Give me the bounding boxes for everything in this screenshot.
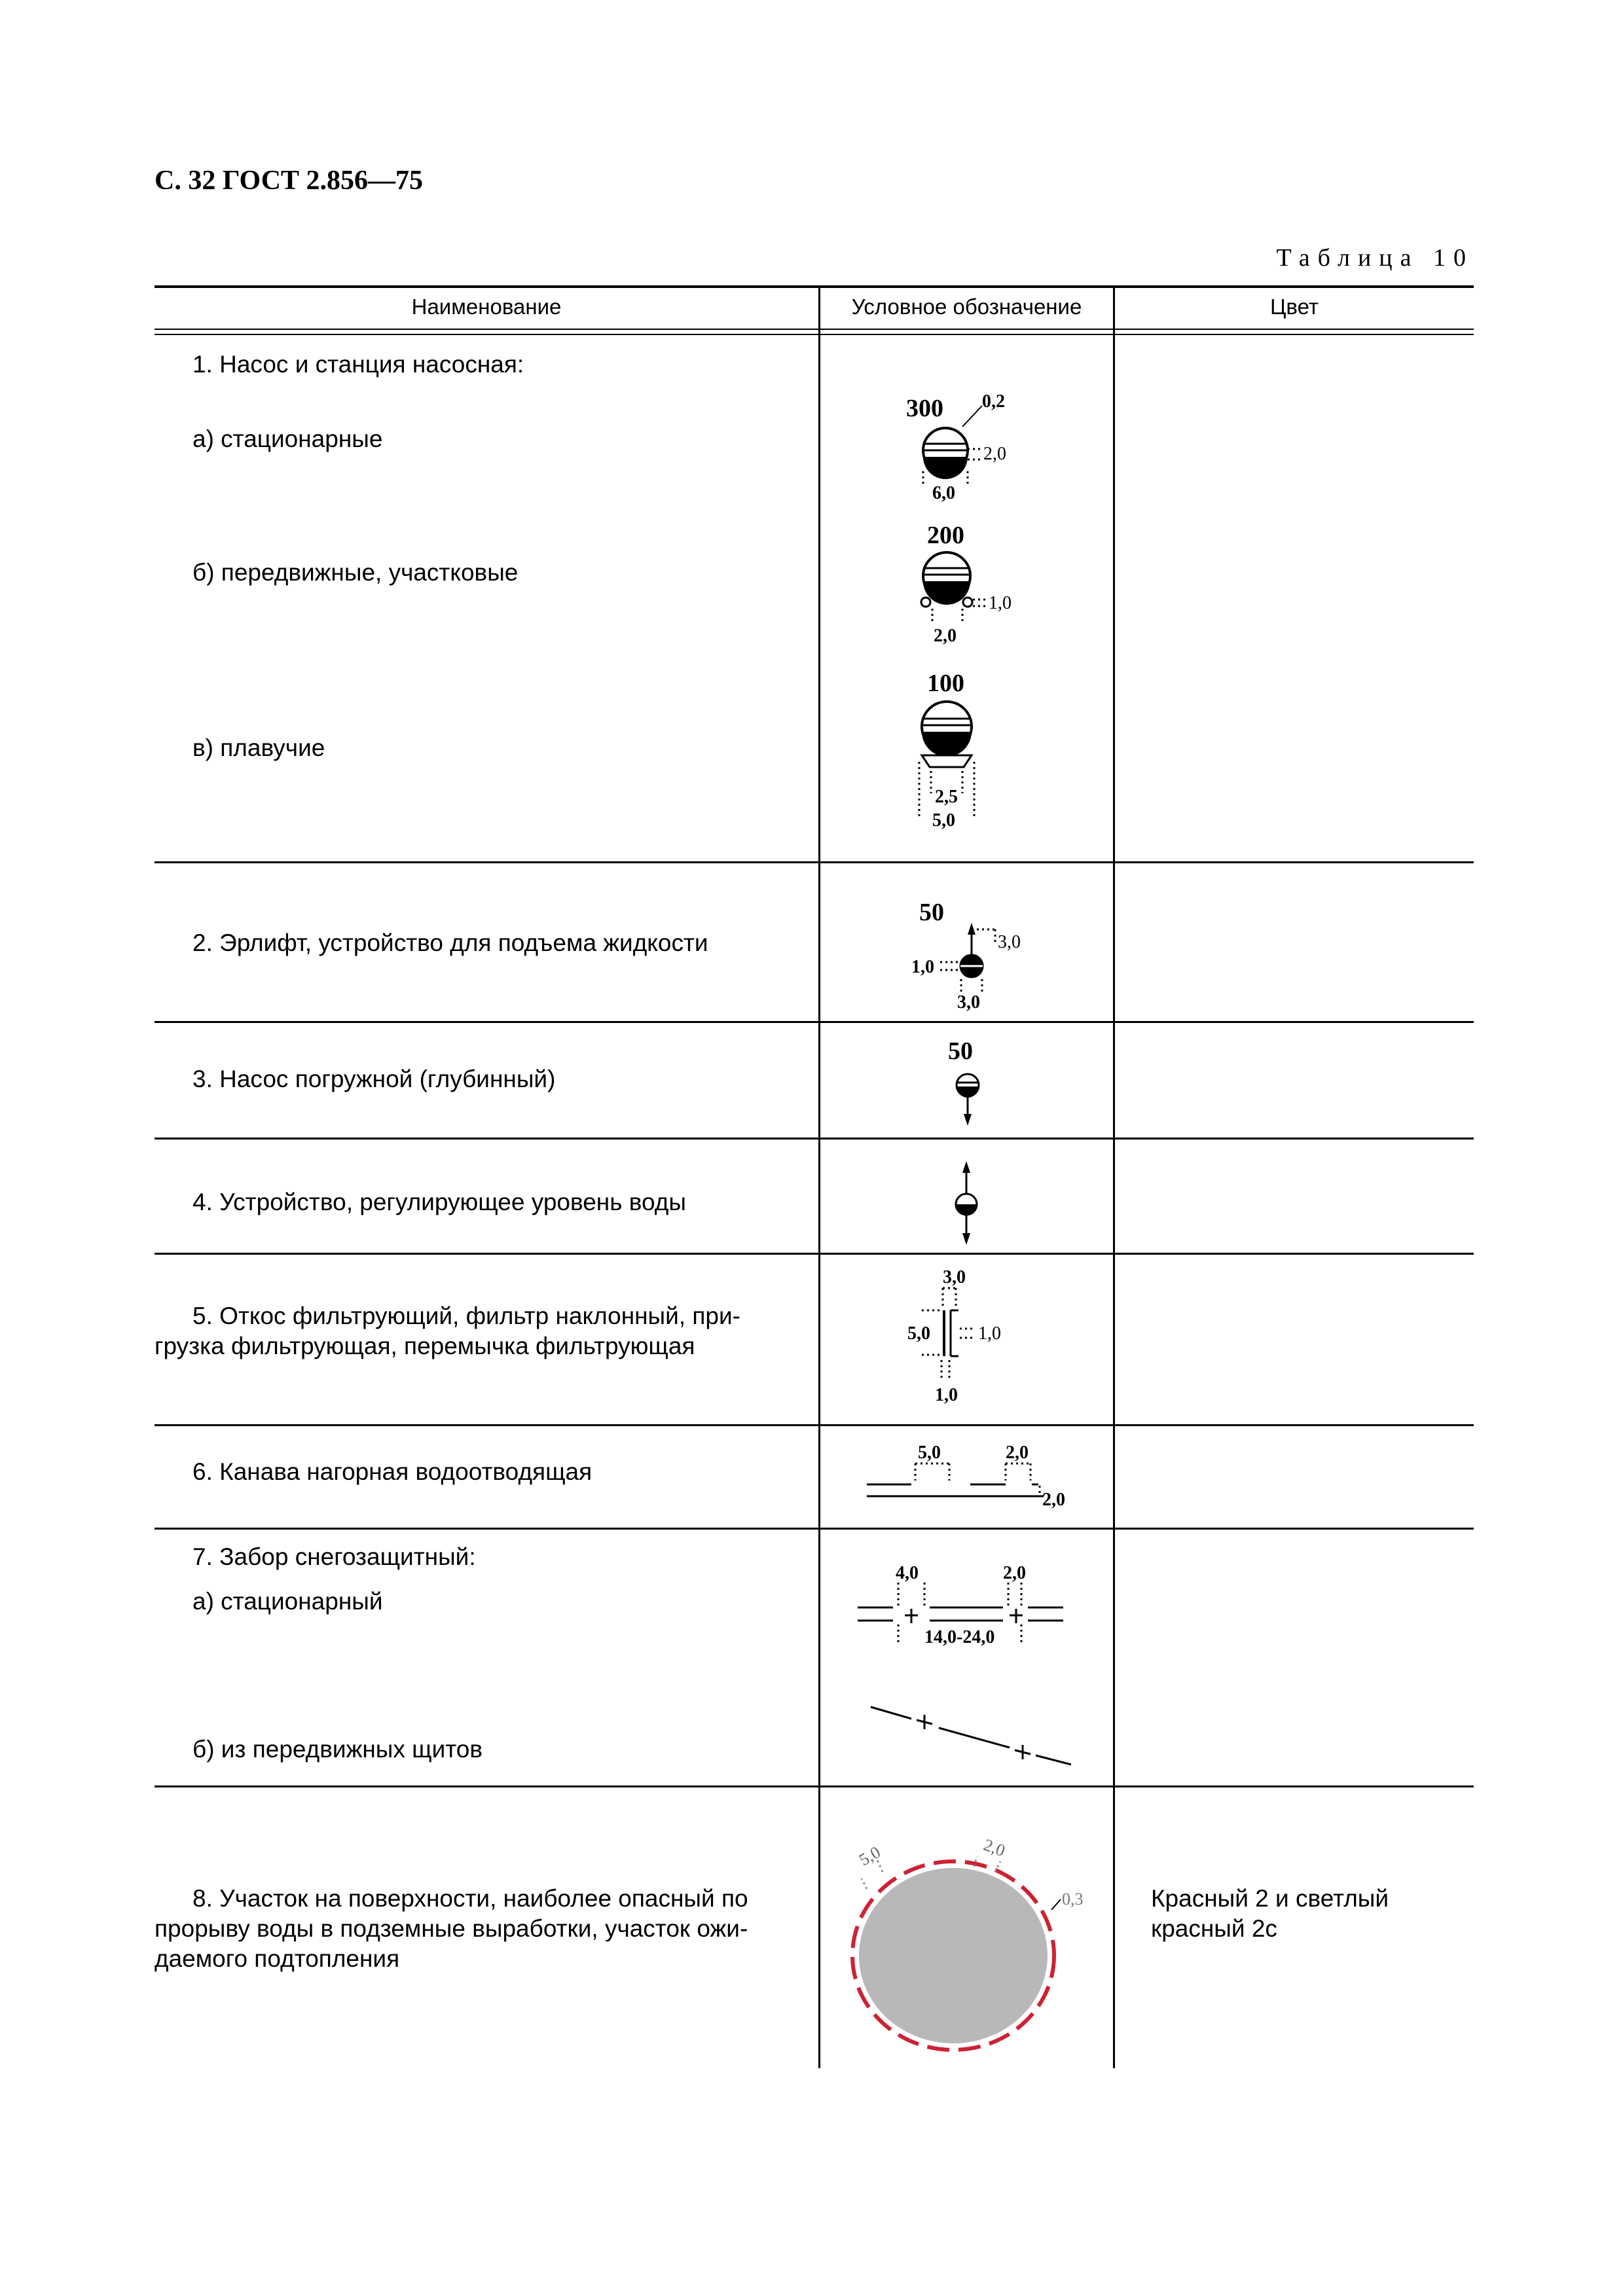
row-7b-label: б) из передвижных щитов <box>192 1736 483 1763</box>
pump-stationary-symbol <box>890 386 1048 511</box>
row-5-line-1: 5. Откос фильтрующий, фильтр наклонный, при- <box>192 1302 740 1329</box>
dim-label: 3,0 <box>943 1267 966 1287</box>
pump-mobile-symbol <box>910 517 1054 655</box>
dim-label: 5,0 <box>932 810 955 831</box>
filter-slope-symbol <box>903 1262 1034 1412</box>
dim-label: 1,0 <box>978 1323 1001 1344</box>
row-1b-label: б) передвижные, участковые <box>192 559 519 586</box>
row-6-name: 6. Канава нагорная водоотводящая <box>192 1458 593 1485</box>
column-header-symbol: Условное обозначение <box>851 295 1082 319</box>
airlift-symbol <box>906 897 1050 1014</box>
row-3-name: 3. Насос погружной (глубинный) <box>192 1066 556 1092</box>
dim-label: 2,0 <box>981 1835 1008 1861</box>
table-caption: Таблица 10 <box>1276 244 1474 272</box>
dim-label: 5,0 <box>907 1323 930 1344</box>
dim-label: 2,0 <box>1003 1563 1026 1583</box>
water-level-regulator-symbol <box>947 1158 986 1250</box>
column-header-name: Наименование <box>411 295 562 319</box>
page-header: С. 32 ГОСТ 2.856—75 <box>155 166 424 196</box>
dim-label: 0,3 <box>1062 1890 1084 1909</box>
row-8-line-1: 8. Участок на поверхности, наиболее опасный по <box>192 1885 748 1912</box>
row-8-line-2: прорыву воды в подземные выработки, участок ожи- <box>155 1915 748 1942</box>
color-line-2: красный 2с <box>1151 1915 1277 1942</box>
row-4-name: 4. Устройство, регулирующее уровень воды <box>192 1189 686 1215</box>
dim-label: 3,0 <box>998 932 1021 952</box>
dim-label: 1,0 <box>911 957 934 977</box>
dim-label: 1,0 <box>935 1385 958 1405</box>
row-8-line-3: даемого подтопления <box>155 1945 400 1972</box>
row-1c-label: в) плавучие <box>192 734 325 761</box>
row-8-color <box>1151 1884 1474 1944</box>
drainage-ditch-symbol <box>858 1440 1080 1512</box>
symbol-number: 50 <box>919 899 944 926</box>
row-1a-label: а) стационарные <box>192 425 383 452</box>
symbol-number: 300 <box>906 395 943 422</box>
dim-label: 14,0-24,0 <box>924 1627 995 1647</box>
symbol-number: 50 <box>948 1037 973 1065</box>
snow-fence-stationary-symbol <box>851 1560 1087 1652</box>
dim-label: 2,0 <box>1042 1490 1065 1510</box>
symbol-number: 100 <box>927 670 964 697</box>
dim-label: 5,0 <box>918 1443 941 1463</box>
dim-label: 2,0 <box>934 626 957 646</box>
pump-floating-symbol <box>910 664 1054 840</box>
dim-label: 5,0 <box>856 1842 884 1870</box>
flood-area-symbol <box>838 1806 1100 2062</box>
column-header-color: Цвет <box>1270 295 1319 319</box>
dim-label: 3,0 <box>957 992 980 1013</box>
row-7-name: 7. Забор снегозащитный: <box>192 1543 476 1570</box>
row-5-name <box>155 1301 799 1361</box>
dim-label: 2,0 <box>1006 1443 1029 1463</box>
dim-label: 2,0 <box>983 444 1006 464</box>
dim-label: 6,0 <box>932 483 955 503</box>
row-8-name <box>155 1884 799 1974</box>
row-7a-label: а) стационарный <box>192 1588 383 1615</box>
submersible-pump-symbol <box>940 1035 1006 1134</box>
dim-label: 4,0 <box>896 1563 919 1583</box>
row-1-name: 1. Насос и станция насосная: <box>192 351 524 378</box>
row-2-name: 2. Эрлифт, устройство для подъема жидкости <box>192 929 708 956</box>
dim-label: 2,5 <box>935 787 958 807</box>
dim-label: 1,0 <box>989 593 1012 613</box>
color-line-1: Красный 2 и светлый <box>1151 1885 1389 1912</box>
dim-label: 0,2 <box>982 391 1005 412</box>
snow-fence-mobile-symbol <box>864 1698 1087 1770</box>
row-5-line-2: грузка фильтрующая, перемычка фильтрующая <box>155 1333 695 1359</box>
symbol-number: 200 <box>927 522 964 549</box>
